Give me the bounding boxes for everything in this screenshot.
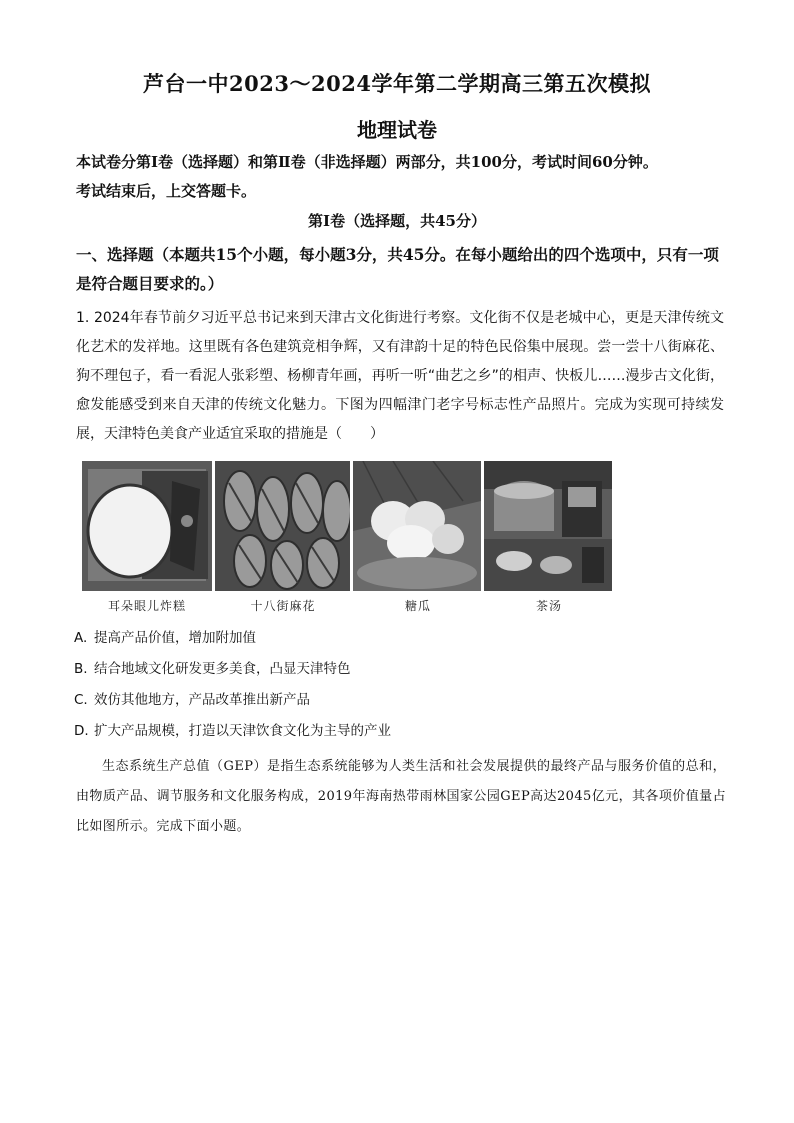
option-letter: A. — [74, 630, 88, 646]
caption-twisted-dough: 十八街麻花 — [250, 599, 316, 613]
instructions-line-1: 本试卷分第Ⅰ卷（选择题）和第Ⅱ卷（非选择题）两部分，共100分，考试时间60分钟。 — [76, 153, 658, 171]
option-text: 提高产品价值，增加附加值 — [94, 630, 256, 646]
product-photo-figure — [82, 461, 612, 616]
gep-passage: 生态系统生产总值（GEP）是指生态系统能够为人类生活和社会发展提供的最终产品与服务价值的总和，由物质产品、调节服务和文化服务构成，2019年海南热带雨林国家公园GEP高达2045亿元，其各项价值量占比如图所示。完成下面小题。 — [76, 759, 726, 834]
instructions-line-2: 考试结束后，上交答题卡。 — [76, 182, 257, 200]
option-text: 扩大产品规模，打造以天津饮食文化为主导的产业 — [94, 723, 391, 739]
photo-tea-soup — [484, 461, 612, 591]
photo-twisted-dough — [215, 461, 350, 591]
section-heading: 第Ⅰ卷（选择题，共45分） — [308, 212, 486, 230]
question-1-stem: 1. 2024年春节前夕习近平总书记来到天津古文化街进行考察。文化街不仅是老城中心，更是天津传统文化艺术的发祥地。这里既有各色建筑竞相争辉，又有津韵十足的特色民俗集中展现。尝一尝十八街麻花、狗不理包子，看一看泥人张彩塑、杨柳青年画，再听一听“曲艺之乡”的相声、快板儿……漫步古文化街，愈发能感受到来自天津的传统文化魅力。下图为四幅津门老字号标志性产品照片。完成为实现可持续发展，天津特色美食产业适宜采取的措施是（ ） — [76, 310, 724, 442]
option-text: 结合地域文化研发更多美食，凸显天津特色 — [94, 661, 351, 677]
question-1-options — [74, 626, 714, 750]
exam-title: 芦台一中2023～2024学年第二学期高三第五次模拟 — [143, 71, 651, 96]
option-c[interactable] — [74, 688, 714, 719]
option-letter: C. — [74, 692, 88, 708]
photo-candy-melon — [353, 461, 481, 591]
caption-tea-soup: 茶汤 — [535, 599, 562, 613]
option-a[interactable] — [74, 626, 714, 657]
caption-fried-cake: 耳朵眼儿炸糕 — [107, 599, 186, 613]
photo-fried-cake — [82, 461, 212, 591]
part-title: 一、选择题（本题共15个小题，每小题3分，共45分。在每小题给出的四个选项中，只有一项是符合题目要求的。） — [76, 245, 719, 293]
exam-subject: 地理试卷 — [357, 118, 437, 142]
option-letter: D. — [74, 723, 89, 739]
option-b[interactable] — [74, 657, 714, 688]
option-text: 效仿其他地方，产品改革推出新产品 — [94, 692, 310, 708]
option-d[interactable] — [74, 719, 714, 750]
caption-candy-melon: 糖瓜 — [404, 599, 431, 613]
exam-instructions — [76, 148, 726, 206]
option-letter: B. — [74, 661, 88, 677]
